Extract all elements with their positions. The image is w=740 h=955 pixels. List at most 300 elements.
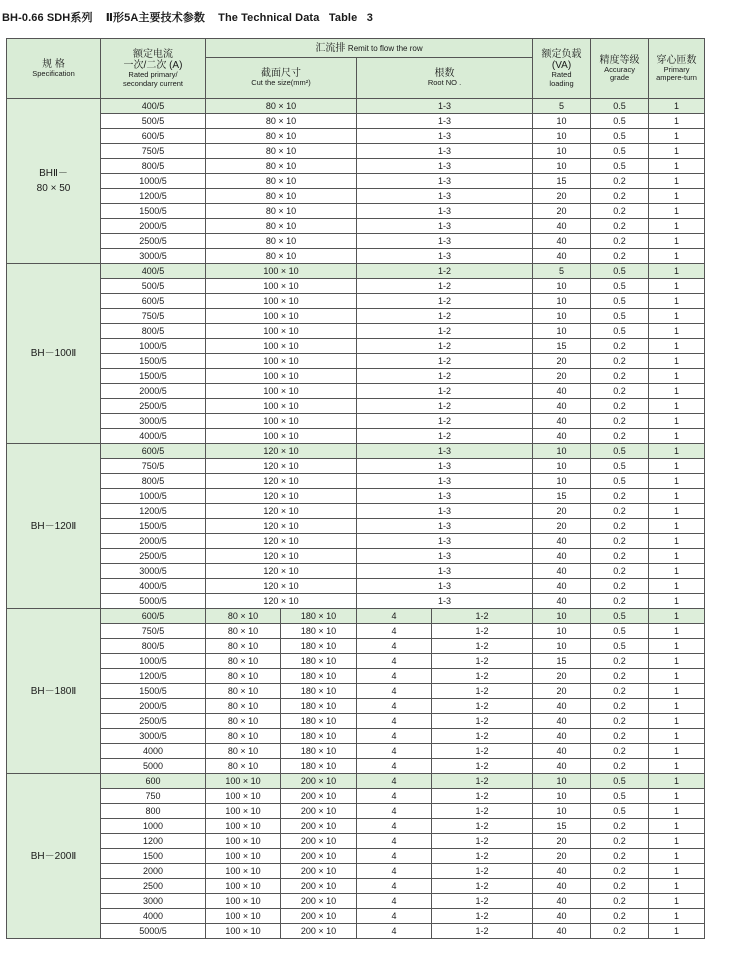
cell-accuracy-grade: 0.5 bbox=[591, 264, 649, 279]
cell-rated-current: 750/5 bbox=[101, 624, 206, 639]
cell-ampere-turn: 1 bbox=[649, 474, 705, 489]
cell-cut-size-1: 80 × 10 bbox=[206, 654, 281, 669]
table-row bbox=[7, 819, 705, 834]
cell-accuracy-grade: 0.5 bbox=[591, 444, 649, 459]
cell-accuracy-grade: 0.2 bbox=[591, 519, 649, 534]
cell-rated-loading: 10 bbox=[533, 804, 591, 819]
table-row bbox=[7, 594, 705, 609]
cell-ampere-turn: 1 bbox=[649, 324, 705, 339]
table-row bbox=[7, 774, 705, 789]
cell-cut-size-1: 120 × 10 bbox=[206, 474, 357, 489]
cell-cut-size-1: 100 × 10 bbox=[206, 279, 357, 294]
table-row bbox=[7, 849, 705, 864]
cell-cut-size-1: 80 × 10 bbox=[206, 639, 281, 654]
table-row bbox=[7, 459, 705, 474]
cell-accuracy-grade: 0.2 bbox=[591, 864, 649, 879]
table-row bbox=[7, 489, 705, 504]
cell-cut-size-1: 80 × 10 bbox=[206, 219, 357, 234]
cell-root-no-1: 1-3 bbox=[357, 594, 533, 609]
cell-ampere-turn: 1 bbox=[649, 339, 705, 354]
cell-cut-size-1: 80 × 10 bbox=[206, 684, 281, 699]
header-rated-current: 额定电流 一次/二次 (A) Rated primary/ secondary current bbox=[101, 39, 206, 99]
cell-rated-loading: 40 bbox=[533, 534, 591, 549]
cell-accuracy-grade: 0.2 bbox=[591, 369, 649, 384]
cell-root-no-1: 1-2 bbox=[357, 279, 533, 294]
cell-accuracy-grade: 0.2 bbox=[591, 909, 649, 924]
cell-cut-size-2: 180 × 10 bbox=[281, 624, 357, 639]
cell-cut-size-1: 100 × 10 bbox=[206, 924, 281, 939]
cell-rated-current: 1500/5 bbox=[101, 204, 206, 219]
cell-root-no-1: 1-2 bbox=[357, 264, 533, 279]
cell-ampere-turn: 1 bbox=[649, 834, 705, 849]
cell-cut-size-1: 120 × 10 bbox=[206, 444, 357, 459]
cell-rated-loading: 40 bbox=[533, 909, 591, 924]
cell-cut-size-1: 100 × 10 bbox=[206, 789, 281, 804]
cell-rated-loading: 40 bbox=[533, 594, 591, 609]
table-row bbox=[7, 414, 705, 429]
cell-accuracy-grade: 0.5 bbox=[591, 294, 649, 309]
cell-rated-current: 600/5 bbox=[101, 444, 206, 459]
title-english: The Technical Data Table 3 bbox=[218, 12, 373, 24]
cell-root-no-1: 4 bbox=[357, 654, 432, 669]
cell-rated-current: 4000 bbox=[101, 744, 206, 759]
cell-rated-loading: 10 bbox=[533, 159, 591, 174]
cell-root-no-1: 1-3 bbox=[357, 534, 533, 549]
page-title bbox=[2, 9, 383, 25]
cell-rated-current: 600/5 bbox=[101, 609, 206, 624]
table-row bbox=[7, 294, 705, 309]
cell-rated-loading: 40 bbox=[533, 924, 591, 939]
header-cut-size: 截面尺寸 Cut the size(mm²) bbox=[206, 58, 357, 99]
cell-accuracy-grade: 0.5 bbox=[591, 129, 649, 144]
cell-cut-size-1: 80 × 10 bbox=[206, 249, 357, 264]
cell-root-no-2: 1-2 bbox=[432, 924, 533, 939]
cell-ampere-turn: 1 bbox=[649, 594, 705, 609]
cell-rated-current: 1500/5 bbox=[101, 354, 206, 369]
table-row bbox=[7, 639, 705, 654]
cell-rated-loading: 40 bbox=[533, 894, 591, 909]
cell-rated-loading: 20 bbox=[533, 669, 591, 684]
cell-accuracy-grade: 0.5 bbox=[591, 324, 649, 339]
cell-root-no-1: 4 bbox=[357, 864, 432, 879]
cell-rated-current: 3000/5 bbox=[101, 249, 206, 264]
cell-ampere-turn: 1 bbox=[649, 519, 705, 534]
cell-root-no-1: 4 bbox=[357, 714, 432, 729]
cell-cut-size-1: 120 × 10 bbox=[206, 519, 357, 534]
cell-ampere-turn: 1 bbox=[649, 444, 705, 459]
cell-rated-current: 400/5 bbox=[101, 99, 206, 114]
cell-rated-current: 750/5 bbox=[101, 459, 206, 474]
cell-rated-loading: 40 bbox=[533, 234, 591, 249]
table-row bbox=[7, 249, 705, 264]
cell-accuracy-grade: 0.2 bbox=[591, 549, 649, 564]
cell-rated-current: 2500/5 bbox=[101, 549, 206, 564]
cell-ampere-turn: 1 bbox=[649, 579, 705, 594]
cell-accuracy-grade: 0.5 bbox=[591, 459, 649, 474]
cell-ampere-turn: 1 bbox=[649, 174, 705, 189]
cell-rated-loading: 15 bbox=[533, 819, 591, 834]
table-row bbox=[7, 144, 705, 159]
header-busbar: 汇流排 Remit to flow the row bbox=[206, 39, 533, 58]
table-row bbox=[7, 654, 705, 669]
cell-ampere-turn: 1 bbox=[649, 729, 705, 744]
cell-ampere-turn: 1 bbox=[649, 789, 705, 804]
cell-rated-loading: 40 bbox=[533, 219, 591, 234]
cell-rated-current: 600/5 bbox=[101, 129, 206, 144]
cell-root-no-1: 1-3 bbox=[357, 219, 533, 234]
table-row bbox=[7, 384, 705, 399]
cell-root-no-2: 1-2 bbox=[432, 714, 533, 729]
cell-accuracy-grade: 0.2 bbox=[591, 894, 649, 909]
table-row bbox=[7, 234, 705, 249]
cell-ampere-turn: 1 bbox=[649, 99, 705, 114]
cell-root-no-2: 1-2 bbox=[432, 669, 533, 684]
cell-accuracy-grade: 0.5 bbox=[591, 774, 649, 789]
cell-rated-current: 800/5 bbox=[101, 474, 206, 489]
cell-root-no-1: 1-3 bbox=[357, 504, 533, 519]
cell-rated-current: 3000/5 bbox=[101, 414, 206, 429]
table-row bbox=[7, 864, 705, 879]
cell-rated-loading: 10 bbox=[533, 144, 591, 159]
table-row bbox=[7, 204, 705, 219]
cell-root-no-2: 1-2 bbox=[432, 804, 533, 819]
header-ampere-turn: 穿心匝数 Primary ampere-turn bbox=[649, 39, 705, 99]
cell-accuracy-grade: 0.2 bbox=[591, 489, 649, 504]
header-root-no: 根数 Root NO . bbox=[357, 58, 533, 99]
cell-rated-loading: 10 bbox=[533, 279, 591, 294]
cell-accuracy-grade: 0.2 bbox=[591, 249, 649, 264]
cell-ampere-turn: 1 bbox=[649, 234, 705, 249]
cell-rated-current: 5000/5 bbox=[101, 594, 206, 609]
cell-rated-current: 4000 bbox=[101, 909, 206, 924]
cell-cut-size-2: 180 × 10 bbox=[281, 684, 357, 699]
cell-accuracy-grade: 0.2 bbox=[591, 534, 649, 549]
cell-rated-current: 3000/5 bbox=[101, 729, 206, 744]
cell-accuracy-grade: 0.2 bbox=[591, 564, 649, 579]
cell-root-no-2: 1-2 bbox=[432, 849, 533, 864]
cell-rated-current: 1200/5 bbox=[101, 189, 206, 204]
cell-root-no-1: 1-3 bbox=[357, 99, 533, 114]
cell-root-no-1: 4 bbox=[357, 879, 432, 894]
cell-root-no-1: 4 bbox=[357, 909, 432, 924]
cell-root-no-1: 1-3 bbox=[357, 129, 533, 144]
cell-rated-loading: 20 bbox=[533, 834, 591, 849]
cell-root-no-1: 4 bbox=[357, 729, 432, 744]
cell-ampere-turn: 1 bbox=[649, 639, 705, 654]
cell-accuracy-grade: 0.2 bbox=[591, 759, 649, 774]
cell-ampere-turn: 1 bbox=[649, 399, 705, 414]
cell-ampere-turn: 1 bbox=[649, 849, 705, 864]
cell-root-no-2: 1-2 bbox=[432, 654, 533, 669]
cell-ampere-turn: 1 bbox=[649, 879, 705, 894]
group-label: BH－100Ⅱ bbox=[7, 264, 101, 444]
cell-accuracy-grade: 0.5 bbox=[591, 144, 649, 159]
cell-rated-current: 1000/5 bbox=[101, 339, 206, 354]
cell-rated-loading: 15 bbox=[533, 174, 591, 189]
cell-cut-size-1: 80 × 10 bbox=[206, 759, 281, 774]
cell-root-no-2: 1-2 bbox=[432, 699, 533, 714]
table-body bbox=[7, 99, 705, 939]
cell-rated-current: 1500/5 bbox=[101, 369, 206, 384]
cell-accuracy-grade: 0.5 bbox=[591, 639, 649, 654]
cell-cut-size-1: 100 × 10 bbox=[206, 399, 357, 414]
cell-root-no-1: 1-3 bbox=[357, 234, 533, 249]
cell-accuracy-grade: 0.5 bbox=[591, 609, 649, 624]
group-label: BHⅡ－ 80 × 50 bbox=[7, 99, 101, 264]
cell-root-no-1: 1-3 bbox=[357, 549, 533, 564]
table-row bbox=[7, 669, 705, 684]
table-row bbox=[7, 309, 705, 324]
cell-cut-size-1: 80 × 10 bbox=[206, 744, 281, 759]
cell-rated-loading: 10 bbox=[533, 474, 591, 489]
title-subtitle: Ⅱ形5A主要技术参数 bbox=[105, 12, 206, 24]
cell-root-no-1: 1-3 bbox=[357, 459, 533, 474]
cell-root-no-1: 4 bbox=[357, 639, 432, 654]
cell-cut-size-1: 100 × 10 bbox=[206, 294, 357, 309]
cell-cut-size-2: 180 × 10 bbox=[281, 609, 357, 624]
cell-rated-loading: 40 bbox=[533, 399, 591, 414]
cell-rated-current: 1000/5 bbox=[101, 654, 206, 669]
cell-cut-size-1: 100 × 10 bbox=[206, 354, 357, 369]
table-row bbox=[7, 444, 705, 459]
cell-root-no-1: 4 bbox=[357, 744, 432, 759]
cell-rated-current: 600/5 bbox=[101, 294, 206, 309]
cell-rated-current: 2500/5 bbox=[101, 234, 206, 249]
cell-rated-loading: 10 bbox=[533, 309, 591, 324]
cell-accuracy-grade: 0.2 bbox=[591, 729, 649, 744]
cell-cut-size-2: 200 × 10 bbox=[281, 789, 357, 804]
table-row bbox=[7, 264, 705, 279]
cell-root-no-2: 1-2 bbox=[432, 759, 533, 774]
table-row bbox=[7, 399, 705, 414]
group-label: BH－120Ⅱ bbox=[7, 444, 101, 609]
cell-root-no-1: 1-2 bbox=[357, 294, 533, 309]
table-row bbox=[7, 894, 705, 909]
table-row bbox=[7, 609, 705, 624]
table-row bbox=[7, 114, 705, 129]
cell-rated-current: 5000 bbox=[101, 759, 206, 774]
cell-cut-size-1: 120 × 10 bbox=[206, 459, 357, 474]
cell-ampere-turn: 1 bbox=[649, 459, 705, 474]
cell-root-no-1: 4 bbox=[357, 609, 432, 624]
cell-rated-current: 500/5 bbox=[101, 279, 206, 294]
cell-accuracy-grade: 0.2 bbox=[591, 189, 649, 204]
cell-root-no-1: 1-3 bbox=[357, 579, 533, 594]
cell-accuracy-grade: 0.2 bbox=[591, 684, 649, 699]
cell-root-no-1: 1-3 bbox=[357, 174, 533, 189]
cell-cut-size-2: 180 × 10 bbox=[281, 744, 357, 759]
cell-ampere-turn: 1 bbox=[649, 744, 705, 759]
table-row bbox=[7, 174, 705, 189]
cell-accuracy-grade: 0.2 bbox=[591, 384, 649, 399]
cell-accuracy-grade: 0.2 bbox=[591, 924, 649, 939]
table-row bbox=[7, 759, 705, 774]
cell-root-no-1: 1-2 bbox=[357, 429, 533, 444]
title-series: BH-0.66 SDH系列 bbox=[2, 12, 93, 24]
cell-accuracy-grade: 0.2 bbox=[591, 429, 649, 444]
cell-root-no-1: 4 bbox=[357, 684, 432, 699]
cell-accuracy-grade: 0.2 bbox=[591, 819, 649, 834]
cell-cut-size-1: 80 × 10 bbox=[206, 714, 281, 729]
cell-ampere-turn: 1 bbox=[649, 429, 705, 444]
cell-cut-size-2: 180 × 10 bbox=[281, 759, 357, 774]
cell-rated-loading: 10 bbox=[533, 294, 591, 309]
cell-ampere-turn: 1 bbox=[649, 279, 705, 294]
cell-root-no-2: 1-2 bbox=[432, 789, 533, 804]
cell-root-no-1: 1-2 bbox=[357, 339, 533, 354]
cell-rated-loading: 10 bbox=[533, 624, 591, 639]
cell-cut-size-1: 100 × 10 bbox=[206, 414, 357, 429]
cell-cut-size-1: 100 × 10 bbox=[206, 384, 357, 399]
cell-accuracy-grade: 0.5 bbox=[591, 789, 649, 804]
group-label: BH－200Ⅱ bbox=[7, 774, 101, 939]
cell-rated-loading: 40 bbox=[533, 759, 591, 774]
cell-cut-size-2: 200 × 10 bbox=[281, 864, 357, 879]
cell-ampere-turn: 1 bbox=[649, 189, 705, 204]
cell-rated-loading: 40 bbox=[533, 429, 591, 444]
table-row bbox=[7, 354, 705, 369]
cell-cut-size-1: 80 × 10 bbox=[206, 204, 357, 219]
cell-ampere-turn: 1 bbox=[649, 504, 705, 519]
cell-ampere-turn: 1 bbox=[649, 759, 705, 774]
cell-root-no-1: 1-2 bbox=[357, 324, 533, 339]
cell-rated-current: 800/5 bbox=[101, 159, 206, 174]
cell-cut-size-2: 200 × 10 bbox=[281, 849, 357, 864]
cell-accuracy-grade: 0.5 bbox=[591, 159, 649, 174]
cell-ampere-turn: 1 bbox=[649, 534, 705, 549]
cell-rated-current: 600 bbox=[101, 774, 206, 789]
table-row bbox=[7, 504, 705, 519]
cell-rated-loading: 40 bbox=[533, 699, 591, 714]
cell-accuracy-grade: 0.5 bbox=[591, 309, 649, 324]
cell-rated-loading: 20 bbox=[533, 849, 591, 864]
cell-root-no-1: 1-3 bbox=[357, 144, 533, 159]
table-row bbox=[7, 834, 705, 849]
cell-root-no-2: 1-2 bbox=[432, 909, 533, 924]
table-row bbox=[7, 684, 705, 699]
cell-ampere-turn: 1 bbox=[649, 564, 705, 579]
cell-cut-size-2: 180 × 10 bbox=[281, 699, 357, 714]
table-row bbox=[7, 279, 705, 294]
cell-rated-current: 800 bbox=[101, 804, 206, 819]
cell-ampere-turn: 1 bbox=[649, 804, 705, 819]
cell-cut-size-1: 100 × 10 bbox=[206, 894, 281, 909]
cell-rated-loading: 40 bbox=[533, 729, 591, 744]
cell-cut-size-2: 200 × 10 bbox=[281, 879, 357, 894]
cell-rated-loading: 10 bbox=[533, 324, 591, 339]
cell-rated-current: 2000/5 bbox=[101, 534, 206, 549]
cell-cut-size-2: 180 × 10 bbox=[281, 639, 357, 654]
cell-rated-current: 1200/5 bbox=[101, 669, 206, 684]
cell-cut-size-1: 100 × 10 bbox=[206, 774, 281, 789]
cell-root-no-1: 1-3 bbox=[357, 204, 533, 219]
cell-cut-size-1: 120 × 10 bbox=[206, 504, 357, 519]
cell-ampere-turn: 1 bbox=[649, 924, 705, 939]
cell-rated-loading: 20 bbox=[533, 189, 591, 204]
cell-accuracy-grade: 0.2 bbox=[591, 744, 649, 759]
cell-accuracy-grade: 0.2 bbox=[591, 174, 649, 189]
cell-ampere-turn: 1 bbox=[649, 894, 705, 909]
cell-rated-current: 2500/5 bbox=[101, 399, 206, 414]
cell-root-no-1: 1-3 bbox=[357, 114, 533, 129]
cell-rated-loading: 20 bbox=[533, 519, 591, 534]
cell-root-no-1: 1-2 bbox=[357, 384, 533, 399]
cell-ampere-turn: 1 bbox=[649, 369, 705, 384]
cell-rated-current: 4000/5 bbox=[101, 429, 206, 444]
cell-accuracy-grade: 0.2 bbox=[591, 669, 649, 684]
table-row bbox=[7, 369, 705, 384]
cell-accuracy-grade: 0.2 bbox=[591, 219, 649, 234]
cell-rated-current: 1200/5 bbox=[101, 504, 206, 519]
cell-ampere-turn: 1 bbox=[649, 309, 705, 324]
cell-root-no-1: 4 bbox=[357, 819, 432, 834]
cell-cut-size-1: 120 × 10 bbox=[206, 534, 357, 549]
cell-rated-current: 750/5 bbox=[101, 144, 206, 159]
table-row bbox=[7, 714, 705, 729]
cell-root-no-1: 1-3 bbox=[357, 249, 533, 264]
cell-root-no-1: 1-3 bbox=[357, 189, 533, 204]
cell-rated-loading: 15 bbox=[533, 339, 591, 354]
cell-rated-loading: 20 bbox=[533, 354, 591, 369]
cell-accuracy-grade: 0.5 bbox=[591, 114, 649, 129]
cell-rated-loading: 10 bbox=[533, 774, 591, 789]
cell-root-no-2: 1-2 bbox=[432, 624, 533, 639]
cell-rated-current: 1500/5 bbox=[101, 684, 206, 699]
cell-root-no-1: 4 bbox=[357, 624, 432, 639]
cell-cut-size-1: 120 × 10 bbox=[206, 549, 357, 564]
cell-ampere-turn: 1 bbox=[649, 204, 705, 219]
cell-rated-loading: 20 bbox=[533, 204, 591, 219]
cell-ampere-turn: 1 bbox=[649, 774, 705, 789]
table-row bbox=[7, 474, 705, 489]
table-row bbox=[7, 564, 705, 579]
cell-root-no-2: 1-2 bbox=[432, 684, 533, 699]
cell-rated-current: 2000/5 bbox=[101, 219, 206, 234]
cell-rated-current: 750/5 bbox=[101, 309, 206, 324]
cell-rated-loading: 5 bbox=[533, 99, 591, 114]
cell-root-no-1: 1-2 bbox=[357, 354, 533, 369]
cell-accuracy-grade: 0.2 bbox=[591, 234, 649, 249]
cell-ampere-turn: 1 bbox=[649, 354, 705, 369]
cell-ampere-turn: 1 bbox=[649, 249, 705, 264]
cell-root-no-1: 1-2 bbox=[357, 399, 533, 414]
cell-cut-size-2: 200 × 10 bbox=[281, 774, 357, 789]
cell-cut-size-1: 100 × 10 bbox=[206, 804, 281, 819]
table-row bbox=[7, 804, 705, 819]
cell-cut-size-2: 200 × 10 bbox=[281, 834, 357, 849]
cell-rated-loading: 40 bbox=[533, 879, 591, 894]
cell-root-no-1: 1-3 bbox=[357, 489, 533, 504]
cell-rated-loading: 10 bbox=[533, 609, 591, 624]
cell-accuracy-grade: 0.2 bbox=[591, 879, 649, 894]
cell-rated-loading: 20 bbox=[533, 369, 591, 384]
cell-cut-size-1: 100 × 10 bbox=[206, 324, 357, 339]
cell-rated-current: 750 bbox=[101, 789, 206, 804]
cell-root-no-1: 1-2 bbox=[357, 414, 533, 429]
cell-accuracy-grade: 0.2 bbox=[591, 204, 649, 219]
cell-rated-loading: 40 bbox=[533, 549, 591, 564]
cell-accuracy-grade: 0.2 bbox=[591, 414, 649, 429]
table-row bbox=[7, 909, 705, 924]
cell-rated-loading: 10 bbox=[533, 114, 591, 129]
cell-cut-size-1: 100 × 10 bbox=[206, 864, 281, 879]
cell-cut-size-1: 100 × 10 bbox=[206, 849, 281, 864]
cell-root-no-1: 1-3 bbox=[357, 474, 533, 489]
header-rated-loading: 额定负载 (VA) Rated loading bbox=[533, 39, 591, 99]
cell-cut-size-1: 80 × 10 bbox=[206, 159, 357, 174]
table-row bbox=[7, 189, 705, 204]
cell-accuracy-grade: 0.2 bbox=[591, 504, 649, 519]
